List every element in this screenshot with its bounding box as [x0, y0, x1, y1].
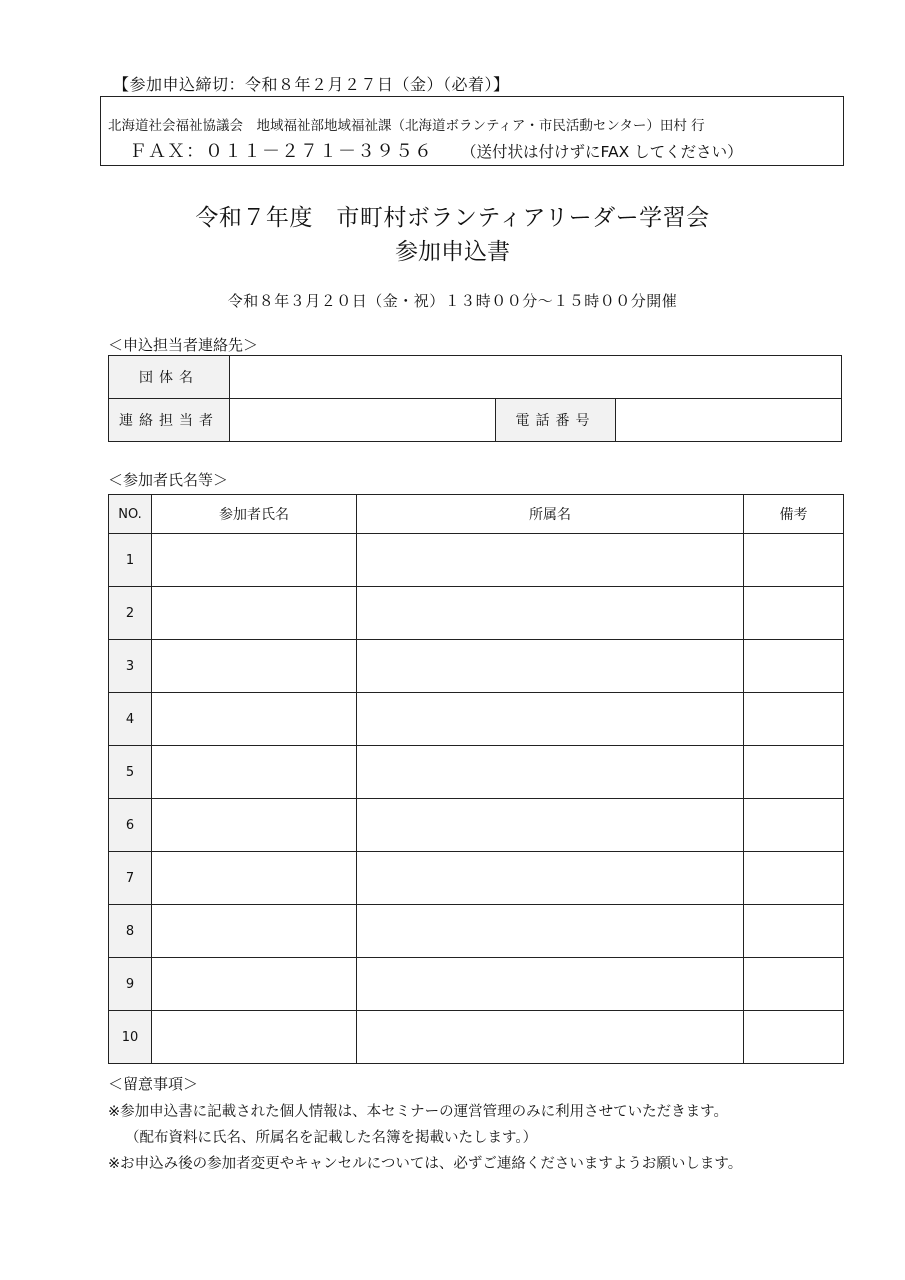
row-number: 10	[109, 1011, 152, 1064]
row-number: 3	[109, 640, 152, 693]
header-no: NO.	[109, 495, 152, 534]
name-cell[interactable]	[152, 587, 357, 640]
row-number: 6	[109, 799, 152, 852]
header-name: 参加者氏名	[152, 495, 357, 534]
table-row	[109, 640, 844, 693]
document-subtitle: 参加申込書	[395, 239, 510, 265]
affiliation-cell[interactable]	[357, 958, 744, 1011]
row-number: 2	[109, 587, 152, 640]
name-cell[interactable]	[152, 640, 357, 693]
row-number: 4	[109, 693, 152, 746]
fax-number: ＦＡＸ：０１１－２７１－３９５６	[129, 141, 433, 162]
contact-table	[108, 355, 842, 442]
row-number: 8	[109, 905, 152, 958]
name-cell[interactable]	[152, 958, 357, 1011]
event-date: 令和８年３月２０日（金・祝）１３時００分～１５時００分開催	[227, 292, 678, 310]
address-box	[100, 96, 844, 166]
table-row	[109, 746, 844, 799]
affiliation-cell[interactable]	[357, 693, 744, 746]
org-field[interactable]	[230, 356, 842, 399]
notes-title: ＜留意事項＞	[108, 1075, 199, 1093]
affiliation-cell[interactable]	[357, 799, 744, 852]
table-row	[109, 1011, 844, 1064]
name-cell[interactable]	[152, 693, 357, 746]
document-title: 令和７年度 市町村ボランティアリーダー学習会	[195, 205, 710, 231]
note-item: ※お申込み後の参加者変更やキャンセルについては、必ずご連絡くださいますようお願いします。	[108, 1156, 743, 1172]
table-row	[109, 799, 844, 852]
remarks-cell[interactable]	[744, 905, 844, 958]
name-cell[interactable]	[152, 799, 357, 852]
row-number: 9	[109, 958, 152, 1011]
name-cell[interactable]	[152, 852, 357, 905]
person-field[interactable]	[230, 399, 496, 442]
row-number: 5	[109, 746, 152, 799]
contact-section-title: ＜申込担当者連絡先＞	[108, 336, 259, 354]
affiliation-cell[interactable]	[357, 1011, 744, 1064]
affiliation-cell[interactable]	[357, 852, 744, 905]
remarks-cell[interactable]	[744, 640, 844, 693]
row-number: 1	[109, 534, 152, 587]
fax-line	[129, 137, 743, 163]
remarks-cell[interactable]	[744, 746, 844, 799]
remarks-cell[interactable]	[744, 1011, 844, 1064]
contact-row-org	[109, 356, 842, 399]
affiliation-cell[interactable]	[357, 640, 744, 693]
header-remarks: 備考	[744, 495, 844, 534]
note-item: （配布資料に氏名、所属名を記載した名簿を掲載いたします。）	[125, 1130, 538, 1146]
table-row	[109, 905, 844, 958]
remarks-cell[interactable]	[744, 693, 844, 746]
name-cell[interactable]	[152, 1011, 357, 1064]
phone-label: 電話番号	[496, 399, 616, 442]
participants-header-row	[109, 495, 844, 534]
table-row	[109, 693, 844, 746]
table-row	[109, 587, 844, 640]
note-item: ※参加申込書に記載された個人情報は、本セミナーの運営管理のみに利用させていただきます。	[108, 1104, 728, 1120]
name-cell[interactable]	[152, 905, 357, 958]
table-row	[109, 958, 844, 1011]
participants-table	[108, 494, 844, 1064]
table-row	[109, 534, 844, 587]
remarks-cell[interactable]	[744, 534, 844, 587]
affiliation-cell[interactable]	[357, 905, 744, 958]
table-row	[109, 852, 844, 905]
remarks-cell[interactable]	[744, 587, 844, 640]
participants-section-title: ＜参加者氏名等＞	[108, 471, 229, 489]
phone-field[interactable]	[616, 399, 842, 442]
affiliation-cell[interactable]	[357, 587, 744, 640]
deadline-notice: 【参加申込締切：令和８年２月２７日（金）（必着）】	[113, 75, 510, 94]
remarks-cell[interactable]	[744, 852, 844, 905]
recipient-address: 北海道社会福祉協議会 地域福祉部地域福祉課（北海道ボランティア・市民活動センター）田村 行	[108, 118, 705, 134]
org-label: 団体名	[109, 356, 230, 399]
person-label: 連絡担当者	[109, 399, 230, 442]
row-number: 7	[109, 852, 152, 905]
remarks-cell[interactable]	[744, 958, 844, 1011]
contact-row-person	[109, 399, 842, 442]
name-cell[interactable]	[152, 746, 357, 799]
fax-note: （送付状は付けずにFAX してください）	[461, 143, 743, 161]
affiliation-cell[interactable]	[357, 534, 744, 587]
header-affiliation: 所属名	[357, 495, 744, 534]
remarks-cell[interactable]	[744, 799, 844, 852]
affiliation-cell[interactable]	[357, 746, 744, 799]
name-cell[interactable]	[152, 534, 357, 587]
